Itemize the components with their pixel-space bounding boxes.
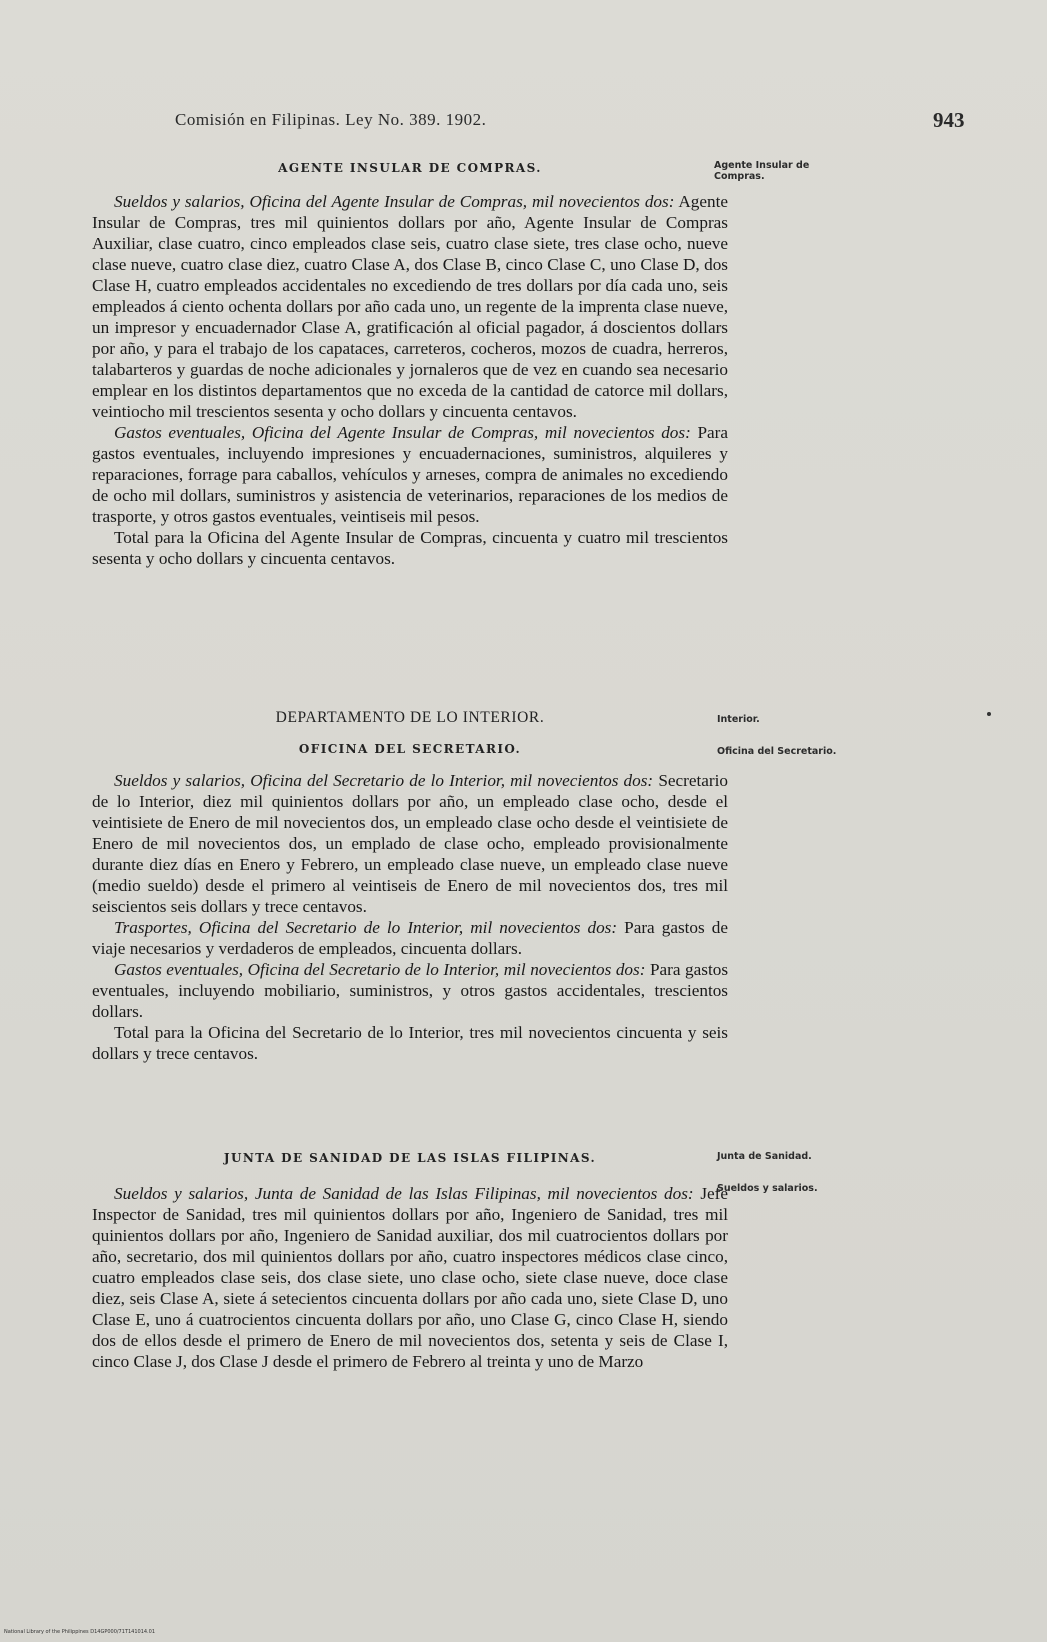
footer-credit: National Library of the Philippines D14GP000/71T141014.01 xyxy=(4,1629,156,1635)
paragraph-lead: Gastos eventuales, Oficina del Secretario de lo Interior, mil novecientos dos: xyxy=(114,960,646,979)
paragraph-lead: Sueldos y salarios, Oficina del Agente Insular de Compras, mil novecientos dos: xyxy=(114,192,675,211)
section-heading: DEPARTAMENTO DE LO INTERIOR. xyxy=(275,709,545,726)
paragraph-trasportes xyxy=(92,917,728,959)
section-sanidad xyxy=(92,1148,728,1372)
margin-note-sanidad: Junta de Sanidad. xyxy=(717,1151,812,1162)
section-agente-insular xyxy=(92,158,728,569)
running-header: Comisión en Filipinas. Ley No. 389. 1902. xyxy=(175,110,487,129)
margin-note-agente: Agente Insular de Compras. xyxy=(714,160,810,182)
paragraph-lead: Sueldos y salarios, Junta de Sanidad de las Islas Filipinas, mil novecientos dos: xyxy=(114,1184,694,1203)
section-subheading: OFICINA DEL SECRETARIO. xyxy=(298,742,522,756)
section-heading: JUNTA DE SANIDAD DE LAS ISLAS FILIPINAS. xyxy=(223,1151,597,1165)
margin-note-sueldos: Sueldos y salarios. xyxy=(717,1183,818,1194)
paragraph-gastos xyxy=(92,422,728,527)
page-number: 943 xyxy=(933,108,965,132)
margin-note-interior: Interior. xyxy=(717,714,760,725)
paragraph-lead: Trasportes, Oficina del Secretario de lo Interior, mil novecientos dos: xyxy=(114,918,618,937)
paragraph-sueldos xyxy=(92,1183,728,1372)
paragraph-body: Para gastos eventuales, incluyendo mobiliario, suministros, y otros gastos accidentales, trescientos dollars. xyxy=(92,960,729,1021)
paragraph-body: Secretario de lo Interior, diez mil quinientos dollars por año, un empleado clase ocho, desde el veintisiete de Enero de mil novecientos dos, un empleado clase ocho desde el veintisiete de Enero de mil novecientos dos, un emplado de clase ocho, empleado provisionalmente durante diez días en Enero y Febrero, un empleado clase nueve, un empleado clase nueve (medio sueldo) desde el primero al veintiseis de Enero de mil novecientos dos, tres mil seiscientos seis dollars y trece centavos. xyxy=(92,771,728,916)
margin-note-oficina: Oficina del Secretario. xyxy=(717,746,837,757)
paragraph-lead: Sueldos y salarios, Oficina del Secretario de lo Interior, mil novecientos dos: xyxy=(114,771,654,790)
margin-mark xyxy=(987,712,991,716)
paragraph-total: Total para la Oficina del Secretario de lo Interior, tres mil novecientos cincuenta y seis dollars y trece centavos. xyxy=(92,1023,728,1063)
paragraph-body: Jefe Inspector de Sanidad, tres mil quinientos dollars por año, Ingeniero de Sanidad, tres mil quinientos dollars por año, Ingeniero de Sanidad auxiliar, dos mil cuatrocientos dollars por año, secretario, dos mil quinientos dollars por año, cuatro inspectores médicos clase cinco, cuatro empleados clase seis, dos clase siete, uno clase ocho, siete clase nueve, doce clase diez, seis Clase A, siete á setecientos cincuenta dollars por año cada uno, siete Clase D, uno Clase E, uno á cuatrocientos cincuenta dollars por año, uno Clase G, cinco Clase H, siendo dos de ellos desde el primero de Enero de mil novecientos dos, setenta y seis de Clase I, cinco Clase J, dos Clase J desde el primero de Febrero al treinta y uno de Marzo xyxy=(92,1184,728,1371)
paragraph-lead: Gastos eventuales, Oficina del Agente Insular de Compras, mil novecientos dos: xyxy=(114,423,691,442)
paragraph-total: Total para la Oficina del Agente Insular de Compras, cincuenta y cuatro mil trescientos sesenta y ocho dollars y cincuenta centavos. xyxy=(92,528,728,568)
paragraph-gastos xyxy=(92,959,728,1022)
section-heading: AGENTE INSULAR DE COMPRAS. xyxy=(278,161,542,175)
paragraph-body: Para gastos eventuales, incluyendo impresiones y encuadernaciones, suministros, alquileres y reparaciones, forrage para caballos, vehículos y arneses, compra de animales no excediendo de ocho mil dollars, suministros y asistencia de veterinarios, reparaciones de los medios de trasporte, y otros gastos eventuales, veintiseis mil pesos. xyxy=(92,423,728,526)
paragraph-sueldos xyxy=(92,191,728,422)
paragraph-sueldos xyxy=(92,770,728,917)
paragraph-body: Para gastos de viaje necesarios y verdaderos de empleados, cincuenta dollars. xyxy=(92,918,729,958)
section-interior xyxy=(92,707,728,1064)
paragraph-body: Agente Insular de Compras, tres mil quinientos dollars por año, Agente Insular de Compras Auxiliar, clase cuatro, cinco empleados clase seis, cuatro clase siete, tres clase ocho, nueve clase nueve, cuatro clase diez, cuatro Clase A, dos Clase B, cinco Clase C, uno Clase D, dos Clase H, cuatro empleados accidentales no excediendo de tres dollars por día cada uno, seis empleados á ciento ochenta dollars por año cada uno, un regente de la imprenta clase nueve, un impresor y encuadernador Clase A, gratificación al oficial pagador, á doscientos dollars por año, y para el trabajo de los capataces, carreteros, cocheros, mozos de cuadra, herreros, talabarteros y guardas de noche adicionales y jornaleros que de vez en cuando sea necesario emplear en los distintos departamentos que no exceda de la cantidad de catorce mil dollars, veintiocho mil trescientos sesenta y ocho dollars y cincuenta centavos. xyxy=(92,192,728,421)
